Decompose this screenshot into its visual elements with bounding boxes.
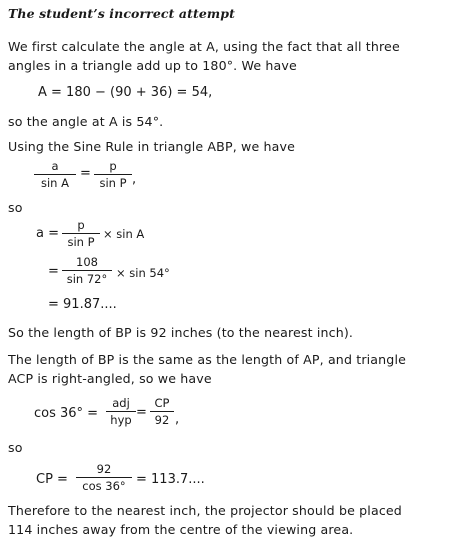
equals-sign: =: [48, 264, 59, 279]
numerator: p: [109, 159, 117, 173]
paragraph-line: ACP is right-angled, so we have: [8, 371, 212, 386]
section-heading: The student’s incorrect attempt: [8, 6, 235, 21]
denominator: hyp: [110, 413, 132, 427]
denominator: sin 72°: [66, 272, 108, 286]
paragraph-line: Using the Sine Rule in triangle ABP, we have: [8, 139, 296, 154]
fraction-adj-over-hyp: [106, 396, 136, 427]
numerator: CP: [154, 396, 170, 410]
fraction-bar: [150, 411, 174, 412]
fraction-bar: [34, 174, 76, 175]
cp-lhs: CP =: [36, 472, 68, 487]
fraction-108-over-sin72: [62, 255, 112, 286]
paragraph-line: Therefore to the nearest inch, the projector should be placed: [8, 503, 402, 518]
paragraph-line: 114 inches away from the centre of the viewing area.: [8, 522, 354, 537]
numerator: 108: [76, 255, 98, 269]
numerator: adj: [112, 396, 130, 410]
multiply-sinA: × sin A: [103, 227, 145, 241]
cp-result: = 113.7....: [136, 472, 205, 487]
paragraph-line: so: [8, 200, 23, 215]
cos-lhs: cos 36° =: [34, 406, 99, 421]
fraction-p-over-sinP: [94, 159, 132, 190]
angle-equation: A = 180 − (90 + 36) = 54,: [38, 85, 213, 100]
fraction-bar: [76, 477, 132, 478]
denominator: 92: [154, 413, 170, 427]
fraction-p-over-sinP: [62, 218, 100, 249]
fraction-bar: [62, 270, 112, 271]
fraction-92-over-cos36: [76, 462, 132, 493]
numerator: 92: [96, 462, 112, 476]
paragraph-line: So the length of BP is 92 inches (to the nearest inch).: [8, 325, 354, 340]
denominator: sin A: [41, 176, 69, 190]
equals-sign: =: [80, 166, 91, 181]
fraction-bar: [106, 411, 136, 412]
a-equals: a =: [36, 226, 59, 241]
multiply-sin54: × sin 54°: [116, 266, 170, 280]
numerator: p: [77, 218, 85, 232]
paragraph-line: The length of BP is the same as the length of AP, and triangle: [8, 352, 406, 367]
fraction-bar: [94, 174, 132, 175]
paragraph-line: We first calculate the angle at A, using the fact that all three: [8, 39, 400, 54]
fraction-CP-over-92: [150, 396, 174, 427]
fraction-bar: [62, 233, 100, 234]
denominator: cos 36°: [82, 479, 126, 493]
result-value: = 91.87....: [48, 297, 117, 312]
denominator: sin P: [67, 235, 95, 249]
paragraph-line: so the angle at A is 54°.: [8, 114, 164, 129]
comma: ,: [132, 172, 137, 187]
denominator: sin P: [99, 176, 127, 190]
paragraph-line: angles in a triangle add up to 180°. We have: [8, 58, 297, 73]
fraction-a-over-sinA: [34, 159, 76, 190]
paragraph-line: so: [8, 440, 23, 455]
comma: ,: [175, 412, 180, 427]
numerator: a: [51, 159, 59, 173]
equals-sign: =: [136, 405, 147, 420]
